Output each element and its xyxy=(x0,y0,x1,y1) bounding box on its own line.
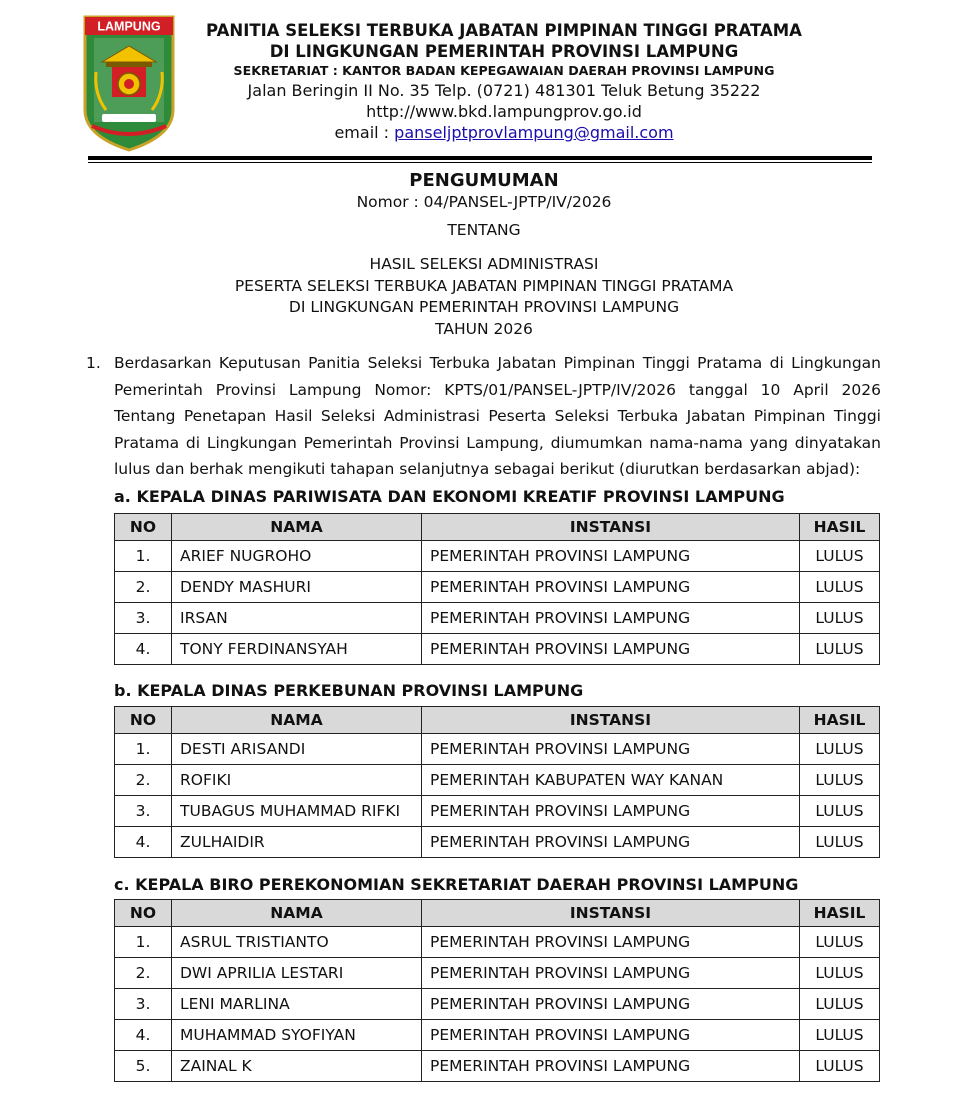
cell-nama: DWI APRILIA LESTARI xyxy=(172,958,422,989)
cell-instansi: PEMERINTAH PROVINSI LAMPUNG xyxy=(422,827,800,858)
cell-nama: IRSAN xyxy=(172,603,422,634)
table-row xyxy=(115,796,880,827)
table-row xyxy=(115,989,880,1020)
table-row xyxy=(115,927,880,958)
cell-hasil: LULUS xyxy=(800,796,880,827)
announcement-subject xyxy=(0,254,968,340)
announcement-number: Nomor : 04/PANSEL-JPTP/IV/2026 xyxy=(356,193,612,211)
letterhead-website: http://www.bkd.lampungprov.go.id xyxy=(366,102,642,121)
cell-no: 4. xyxy=(115,827,172,858)
letterhead-email-line xyxy=(186,122,822,143)
col-header-instansi: INSTANSI xyxy=(422,900,800,927)
cell-no: 3. xyxy=(115,989,172,1020)
table-header-row xyxy=(115,707,880,734)
cell-hasil: LULUS xyxy=(800,572,880,603)
cell-hasil: LULUS xyxy=(800,958,880,989)
section-title-b: b. KEPALA DINAS PERKEBUNAN PROVINSI LAMPUNG xyxy=(114,681,584,700)
letterhead-line3: SEKRETARIAT : KANTOR BADAN KEPEGAWAIAN DAERAH PROVINSI LAMPUNG xyxy=(233,63,775,78)
cell-nama: MUHAMMAD SYOFIYAN xyxy=(172,1020,422,1051)
cell-hasil: LULUS xyxy=(800,734,880,765)
cell-no: 4. xyxy=(115,1020,172,1051)
cell-hasil: LULUS xyxy=(800,827,880,858)
cell-instansi: PEMERINTAH PROVINSI LAMPUNG xyxy=(422,958,800,989)
section-title-c: c. KEPALA BIRO PEREKONOMIAN SEKRETARIAT DAERAH PROVINSI LAMPUNG xyxy=(114,875,799,894)
cell-nama: DENDY MASHURI xyxy=(172,572,422,603)
cell-hasil: LULUS xyxy=(800,989,880,1020)
table-row xyxy=(115,572,880,603)
cell-no: 2. xyxy=(115,572,172,603)
logo-text: LAMPUNG xyxy=(97,19,161,34)
subject-line: PESERTA SELEKSI TERBUKA JABATAN PIMPINAN TINGGI PRATAMA xyxy=(234,276,734,295)
cell-hasil: LULUS xyxy=(800,927,880,958)
cell-no: 5. xyxy=(115,1051,172,1082)
email-link[interactable]: panseljptprovlampung@gmail.com xyxy=(394,123,674,142)
cell-hasil: LULUS xyxy=(800,1051,880,1082)
col-header-no: NO xyxy=(115,707,172,734)
announcement-heading: PENGUMUMAN xyxy=(409,170,559,191)
table-row xyxy=(115,1051,880,1082)
cell-nama: DESTI ARISANDI xyxy=(172,734,422,765)
cell-instansi: PEMERINTAH PROVINSI LAMPUNG xyxy=(422,989,800,1020)
results-table-c xyxy=(114,899,880,1082)
cell-instansi: PEMERINTAH PROVINSI LAMPUNG xyxy=(422,603,800,634)
letterhead-line1: PANITIA SELEKSI TERBUKA JABATAN PIMPINAN TINGGI PRATAMA xyxy=(206,21,802,40)
cell-instansi: PEMERINTAH PROVINSI LAMPUNG xyxy=(422,541,800,572)
cell-nama: ZULHAIDIR xyxy=(172,827,422,858)
cell-no: 2. xyxy=(115,958,172,989)
table-header-row xyxy=(115,514,880,541)
letterhead-line2: DI LINGKUNGAN PEMERINTAH PROVINSI LAMPUNG xyxy=(269,42,739,61)
col-header-no: NO xyxy=(115,900,172,927)
subject-line: HASIL SELEKSI ADMINISTRASI xyxy=(369,255,599,273)
cell-no: 2. xyxy=(115,765,172,796)
table-row xyxy=(115,1020,880,1051)
col-header-hasil: HASIL xyxy=(800,514,880,541)
email-label: email : xyxy=(334,123,390,142)
cell-no: 3. xyxy=(115,796,172,827)
cell-nama: LENI MARLINA xyxy=(172,989,422,1020)
col-header-instansi: INSTANSI xyxy=(422,514,800,541)
announcement-about: TENTANG xyxy=(447,221,521,239)
cell-hasil: LULUS xyxy=(800,1020,880,1051)
paragraph-number: 1. xyxy=(86,354,101,372)
col-header-no: NO xyxy=(115,514,172,541)
cell-instansi: PEMERINTAH KABUPATEN WAY KANAN xyxy=(422,765,800,796)
cell-instansi: PEMERINTAH PROVINSI LAMPUNG xyxy=(422,1020,800,1051)
cell-hasil: LULUS xyxy=(800,634,880,665)
table-row xyxy=(115,541,880,572)
cell-hasil: LULUS xyxy=(800,603,880,634)
cell-nama: ASRUL TRISTIANTO xyxy=(172,927,422,958)
cell-no: 1. xyxy=(115,927,172,958)
table-row xyxy=(115,958,880,989)
cell-no: 1. xyxy=(115,541,172,572)
col-header-hasil: HASIL xyxy=(800,707,880,734)
letterhead-rule-thin xyxy=(88,162,872,163)
subject-line: DI LINGKUNGAN PEMERINTAH PROVINSI LAMPUNG xyxy=(288,298,680,316)
table-row xyxy=(115,765,880,796)
cell-hasil: LULUS xyxy=(800,541,880,572)
section-title-a: a. KEPALA DINAS PARIWISATA DAN EKONOMI KREATIF PROVINSI LAMPUNG xyxy=(114,487,785,506)
cell-nama: TUBAGUS MUHAMMAD RIFKI xyxy=(172,796,422,827)
subject-line: TAHUN 2026 xyxy=(435,319,533,338)
cell-instansi: PEMERINTAH PROVINSI LAMPUNG xyxy=(422,927,800,958)
table-row xyxy=(115,734,880,765)
results-table-b xyxy=(114,706,880,858)
col-header-nama: NAMA xyxy=(172,900,422,927)
cell-nama: ZAINAL K xyxy=(172,1051,422,1082)
paragraph-text: Berdasarkan Keputusan Panitia Seleksi Terbuka Jabatan Pimpinan Tinggi Pratama di Lingkungan Pemerintah Provinsi Lampung Nomor: KPTS/01/PANSEL-JPTP/IV/2026 tanggal 10 April 2026 Tentang Penetapan Hasil Seleksi Administrasi Peserta Seleksi Terbuka Jabatan Pimpinan Tinggi Pratama di Lingkungan Pemerintah Provinsi Lampung, diumumkan nama-nama yang dinyatakan lulus dan berhak mengikuti tahapan selanjutnya sebagai berikut (diurutkan berdasarkan abjad): xyxy=(114,354,881,478)
cell-nama: ARIEF NUGROHO xyxy=(172,541,422,572)
cell-instansi: PEMERINTAH PROVINSI LAMPUNG xyxy=(422,734,800,765)
letterhead-rule-thick xyxy=(88,156,872,160)
col-header-instansi: INSTANSI xyxy=(422,707,800,734)
table-row xyxy=(115,827,880,858)
cell-nama: ROFIKI xyxy=(172,765,422,796)
table-row xyxy=(115,603,880,634)
cell-no: 3. xyxy=(115,603,172,634)
lampung-emblem-icon xyxy=(82,14,176,152)
cell-hasil: LULUS xyxy=(800,765,880,796)
letterhead xyxy=(186,20,822,143)
col-header-nama: NAMA xyxy=(172,707,422,734)
letterhead-address: Jalan Beringin II No. 35 Telp. (0721) 481301 Teluk Betung 35222 xyxy=(247,81,761,100)
cell-instansi: PEMERINTAH PROVINSI LAMPUNG xyxy=(422,1051,800,1082)
cell-instansi: PEMERINTAH PROVINSI LAMPUNG xyxy=(422,634,800,665)
col-header-hasil: HASIL xyxy=(800,900,880,927)
cell-instansi: PEMERINTAH PROVINSI LAMPUNG xyxy=(422,796,800,827)
table-row xyxy=(115,634,880,665)
table-header-row xyxy=(115,900,880,927)
cell-no: 4. xyxy=(115,634,172,665)
col-header-nama: NAMA xyxy=(172,514,422,541)
cell-nama: TONY FERDINANSYAH xyxy=(172,634,422,665)
cell-instansi: PEMERINTAH PROVINSI LAMPUNG xyxy=(422,572,800,603)
cell-no: 1. xyxy=(115,734,172,765)
results-table-a xyxy=(114,513,880,665)
